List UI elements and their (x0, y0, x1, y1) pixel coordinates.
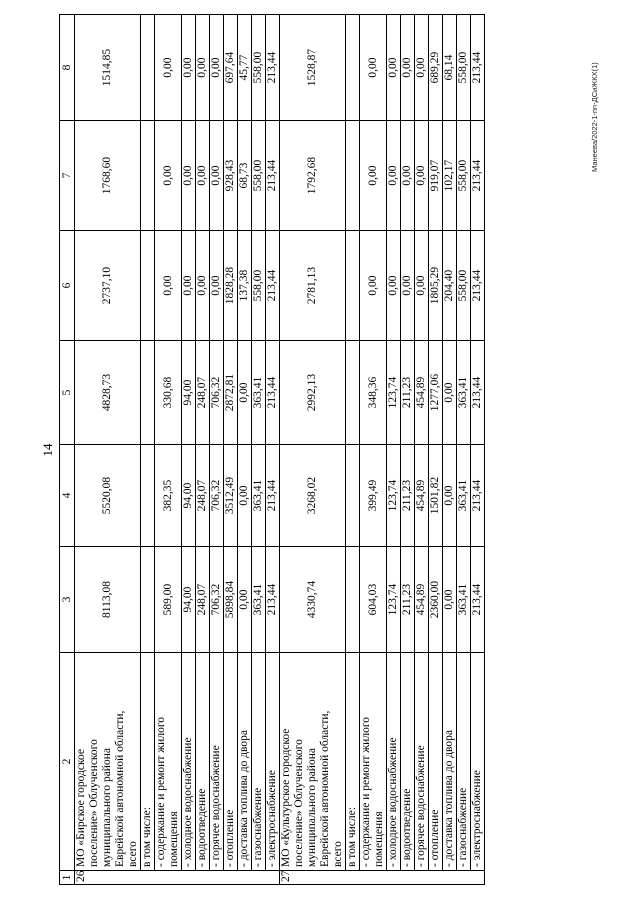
table-cell: 211,23 (401, 547, 415, 653)
table-cell: 363,41 (457, 341, 471, 445)
label-line: - отопление (224, 809, 236, 867)
table-cell: 45,77 (238, 15, 252, 121)
label-line: помещения (168, 811, 180, 867)
name-line: всего (127, 841, 139, 867)
label-line: - доставка топлива до двора (443, 729, 455, 867)
table-cell: 0,00 (155, 121, 182, 231)
label-line: помещения (373, 811, 385, 867)
table-row (252, 15, 266, 885)
col-header: 1 (60, 871, 75, 885)
table-cell: 0,00 (210, 121, 224, 231)
table-cell: 204,40 (443, 231, 457, 341)
table-cell: 454,89 (415, 547, 429, 653)
table-row (266, 15, 280, 885)
table-cell: 363,41 (252, 445, 266, 547)
table-cell: 0,00 (210, 231, 224, 341)
document-code: Манеева/2022-1-пп-ДСиЖКХ(1) (590, 62, 599, 172)
table-cell: 0,00 (238, 341, 252, 445)
empty-cell (346, 445, 360, 547)
table-cell: 454,89 (415, 445, 429, 547)
service-label (224, 653, 238, 871)
table-cell: 102,17 (443, 121, 457, 231)
table-cell: 0,00 (155, 231, 182, 341)
table-row (238, 15, 252, 885)
table-cell: 697,64 (224, 15, 238, 121)
table-cell: 2872,81 (224, 341, 238, 445)
col-header: 6 (60, 231, 75, 341)
table-row (210, 15, 224, 885)
table-cell: 706,32 (210, 341, 224, 445)
service-label (457, 653, 471, 871)
table-cell: 558,00 (252, 15, 266, 121)
table-cell: 1805,29 (429, 231, 443, 341)
rotated-page (41, 15, 561, 885)
table-cell: 558,00 (252, 121, 266, 231)
label-line: - газоснабжение (252, 787, 264, 867)
group-total-row (75, 15, 141, 885)
service-label (266, 653, 280, 871)
empty-cell (346, 341, 360, 445)
table-cell: 213,44 (471, 547, 485, 653)
service-label (360, 653, 387, 871)
name-line: поселение» Облученского (88, 739, 100, 867)
service-label (182, 653, 196, 871)
table-cell: 0,00 (360, 231, 387, 341)
empty-cell (346, 121, 360, 231)
label-line: - холодное водоснабжение (182, 737, 194, 867)
municipality-name (75, 653, 141, 871)
name-line: всего (332, 841, 344, 867)
table-cell: 0,00 (238, 445, 252, 547)
subheading-label: в том числе: (141, 653, 155, 871)
table-cell: 0,00 (387, 15, 401, 121)
total-value: 1792,68 (280, 121, 346, 231)
empty-cell (141, 15, 155, 121)
table-row (182, 15, 196, 885)
service-label (401, 653, 415, 871)
table-cell: 558,00 (457, 231, 471, 341)
subheading-row (346, 15, 360, 885)
name-line: Еврейской автономной области, (319, 710, 331, 867)
table-cell: 0,00 (387, 231, 401, 341)
label-line: - газоснабжение (457, 787, 469, 867)
table-cell: 213,44 (471, 15, 485, 121)
table-cell: 706,32 (210, 445, 224, 547)
table-row (401, 15, 415, 885)
table-row (457, 15, 471, 885)
table-cell: 689,29 (429, 15, 443, 121)
table-row (155, 15, 182, 885)
table-cell: 213,44 (266, 231, 280, 341)
table-cell: 68,14 (443, 15, 457, 121)
service-label (443, 653, 457, 871)
table-cell: 248,07 (196, 341, 210, 445)
empty-cell (141, 231, 155, 341)
row-index: 27 (280, 871, 485, 885)
empty-cell (141, 445, 155, 547)
name-line: Еврейской автономной области, (114, 710, 126, 867)
service-label (252, 653, 266, 871)
total-value: 8113,08 (75, 547, 141, 653)
table-cell: 94,00 (182, 445, 196, 547)
table-cell: 68,73 (238, 121, 252, 231)
table-cell: 928,43 (224, 121, 238, 231)
table-cell: 1828,28 (224, 231, 238, 341)
group-total-row (280, 15, 346, 885)
table-cell: 1277,06 (429, 341, 443, 445)
table-row (196, 15, 210, 885)
label-line: - водоотведение (196, 788, 208, 867)
table-cell: 213,44 (471, 341, 485, 445)
subheading-label: в том числе: (346, 653, 360, 871)
table-row (387, 15, 401, 885)
table-cell: 604,03 (360, 547, 387, 653)
total-value: 2781,13 (280, 231, 346, 341)
table-cell: 0,00 (401, 15, 415, 121)
label-line: - отопление (429, 809, 441, 867)
table-cell: 363,41 (457, 445, 471, 547)
table-cell: 0,00 (360, 15, 387, 121)
table-body (75, 15, 485, 885)
table-cell: 0,00 (155, 15, 182, 121)
table-cell: 2360,00 (429, 547, 443, 653)
table-cell: 454,89 (415, 341, 429, 445)
empty-cell (141, 341, 155, 445)
table-cell: 363,41 (457, 547, 471, 653)
name-line: поселение» Облученского (293, 739, 305, 867)
table-cell: 363,41 (252, 547, 266, 653)
empty-cell (346, 547, 360, 653)
label-line: - холодное водоснабжение (387, 737, 399, 867)
col-header: 7 (60, 121, 75, 231)
table-cell: 558,00 (457, 121, 471, 231)
table-cell: 137,38 (238, 231, 252, 341)
table-cell: 558,00 (457, 15, 471, 121)
table-cell: 399,49 (360, 445, 387, 547)
table-cell: 211,23 (401, 341, 415, 445)
table-cell: 248,07 (196, 445, 210, 547)
total-value: 3268,02 (280, 445, 346, 547)
empty-cell (346, 15, 360, 121)
table-cell: 348,36 (360, 341, 387, 445)
service-label (155, 653, 182, 871)
table-row (471, 15, 485, 885)
total-value: 2992,13 (280, 341, 346, 445)
table-cell: 330,68 (155, 341, 182, 445)
table-cell: 0,00 (196, 15, 210, 121)
name-line: муниципального района (101, 748, 113, 867)
empty-cell (346, 231, 360, 341)
table-cell: 213,44 (266, 547, 280, 653)
table-cell: 363,41 (252, 341, 266, 445)
table-cell: 213,44 (471, 445, 485, 547)
table-cell: 213,44 (266, 15, 280, 121)
tariff-table (59, 14, 485, 885)
table-cell: 0,00 (196, 231, 210, 341)
table-cell: 94,00 (182, 341, 196, 445)
total-value: 1768,60 (75, 121, 141, 231)
service-label (238, 653, 252, 871)
table-cell: 123,74 (387, 547, 401, 653)
table-cell: 0,00 (415, 231, 429, 341)
total-value: 4330,74 (280, 547, 346, 653)
table-row (429, 15, 443, 885)
table-cell: 0,00 (401, 121, 415, 231)
label-line: - содержание и ремонт жилого (360, 716, 372, 867)
label-line: - электроснабжение (471, 770, 483, 867)
table-cell: 0,00 (210, 15, 224, 121)
table-cell: 211,23 (401, 445, 415, 547)
total-value: 5520,08 (75, 445, 141, 547)
total-value: 1528,87 (280, 15, 346, 121)
municipality-name (280, 653, 346, 871)
table-cell: 94,00 (182, 547, 196, 653)
page-number: 14 (40, 443, 55, 457)
table-cell: 123,74 (387, 341, 401, 445)
table-cell: 3512,49 (224, 445, 238, 547)
col-header: 3 (60, 547, 75, 653)
table-cell: 213,44 (471, 121, 485, 231)
col-header: 8 (60, 15, 75, 121)
table-row (443, 15, 457, 885)
table-cell: 0,00 (415, 121, 429, 231)
table-cell: 0,00 (360, 121, 387, 231)
service-label (210, 653, 224, 871)
label-line: - содержание и ремонт жилого (155, 716, 167, 867)
table-cell: 213,44 (266, 445, 280, 547)
label-line: - электроснабжение (266, 770, 278, 867)
table-cell: 5898,84 (224, 547, 238, 653)
table-cell: 558,00 (252, 231, 266, 341)
table-cell: 213,44 (266, 121, 280, 231)
table-cell: 0,00 (443, 547, 457, 653)
table-cell: 382,35 (155, 445, 182, 547)
name-line: МО «Культурское городское (280, 728, 292, 867)
table-cell: 0,00 (182, 121, 196, 231)
table-row (415, 15, 429, 885)
name-line: муниципального района (306, 748, 318, 867)
label-line: - водоотведение (401, 788, 413, 867)
total-value: 2737,10 (75, 231, 141, 341)
total-value: 4828,73 (75, 341, 141, 445)
subheading-row (141, 15, 155, 885)
service-label (387, 653, 401, 871)
table-cell: 1501,82 (429, 445, 443, 547)
col-header: 2 (60, 653, 75, 871)
table-cell: 213,44 (471, 231, 485, 341)
col-header: 4 (60, 445, 75, 547)
table-cell: 589,00 (155, 547, 182, 653)
label-line: - горячее водоснабжение (415, 745, 427, 867)
service-label (471, 653, 485, 871)
table-cell: 706,32 (210, 547, 224, 653)
table-cell: 0,00 (196, 121, 210, 231)
table-cell: 123,74 (387, 445, 401, 547)
service-label (415, 653, 429, 871)
row-index: 26 (75, 871, 280, 885)
col-header: 5 (60, 341, 75, 445)
service-label (429, 653, 443, 871)
table-row (224, 15, 238, 885)
table-cell: 248,07 (196, 547, 210, 653)
table-cell: 0,00 (238, 547, 252, 653)
header-row (60, 15, 75, 885)
label-line: - горячее водоснабжение (210, 745, 222, 867)
service-label (196, 653, 210, 871)
empty-cell (141, 547, 155, 653)
table-cell: 0,00 (387, 121, 401, 231)
table-row (360, 15, 387, 885)
table-cell: 919,07 (429, 121, 443, 231)
table-cell: 0,00 (443, 445, 457, 547)
name-line: МО «Бирское городское (75, 749, 87, 867)
empty-cell (141, 121, 155, 231)
table-cell: 0,00 (415, 15, 429, 121)
label-line: - доставка топлива до двора (238, 729, 250, 867)
table-cell: 0,00 (443, 341, 457, 445)
table-cell: 0,00 (401, 231, 415, 341)
table-cell: 213,44 (266, 341, 280, 445)
table-cell: 0,00 (182, 15, 196, 121)
total-value: 1514,85 (75, 15, 141, 121)
table-cell: 0,00 (182, 231, 196, 341)
